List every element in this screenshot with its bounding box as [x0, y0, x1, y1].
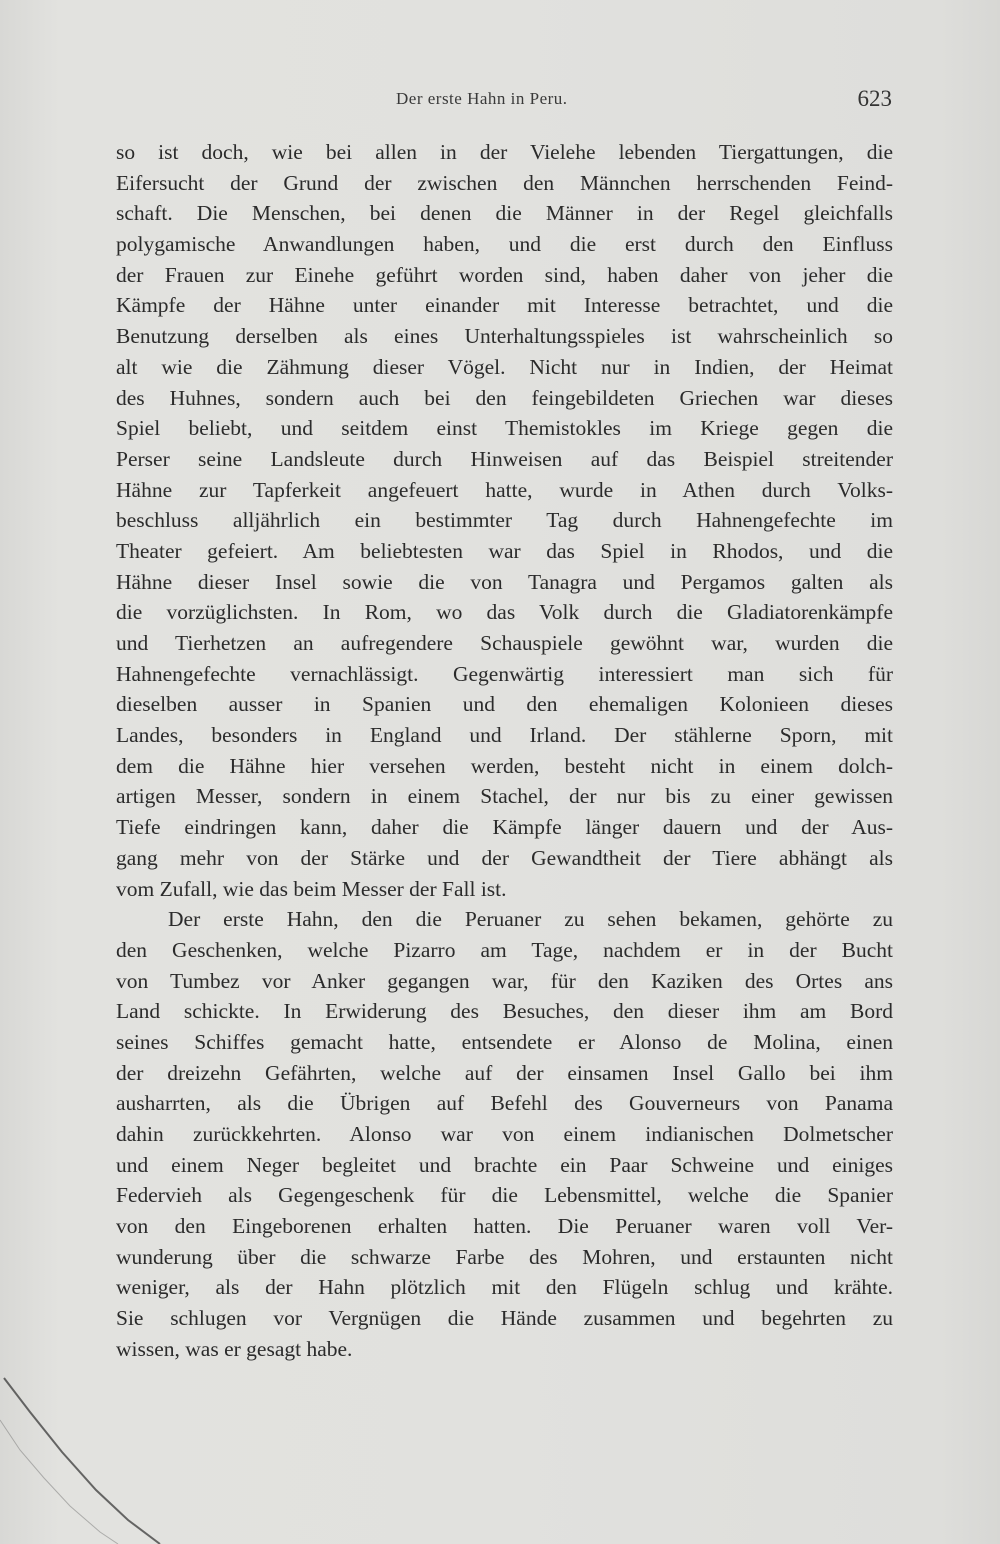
text-line: artigen Messer, sondern in einem Stachel, der nur bis zu einer gewissen — [116, 784, 893, 809]
text-line: seines Schiffes gemacht hatte, entsendete er Alonso de Molina, einen — [116, 1029, 893, 1054]
text-line: Federvieh als Gegengeschenk für die Lebensmittel, welche die Spanier — [116, 1183, 893, 1208]
text-line: Hähne dieser Insel sowie die von Tanagra und Pergamos galten als — [116, 569, 893, 594]
text-line: Perser seine Landsleute durch Hinweisen auf das Beispiel streitender — [116, 446, 893, 471]
text-line: der Frauen zur Einehe geführt worden sind, haben daher von jeher die — [116, 262, 893, 287]
text-line: ausharrten, als die Übrigen auf Befehl des Gouverneurs von Panama — [116, 1091, 893, 1116]
text-line: vom Zufall, wie das beim Messer der Fall ist. — [116, 876, 507, 901]
text-line: Sie schlugen vor Vergnügen die Hände zusammen und begehrten zu — [116, 1306, 893, 1331]
text-line: von den Eingeborenen erhalten hatten. Die Peruaner waren voll Ver- — [116, 1214, 893, 1239]
text-line: Tiefe eindringen kann, daher die Kämpfe länger dauern und der Aus- — [116, 815, 893, 840]
text-line: Landes, besonders in England und Irland. Der stählerne Sporn, mit — [116, 723, 893, 748]
text-line: beschluss alljährlich ein bestimmter Tag durch Hahnengefechte im — [116, 508, 893, 533]
text-line: Spiel beliebt, und seitdem einst Themistokles im Kriege gegen die — [116, 416, 893, 441]
text-line: polygamische Anwandlungen haben, und die erst durch den Einfluss — [116, 232, 893, 257]
paragraph — [116, 904, 893, 1364]
text-line: und Tierhetzen an aufregendere Schauspiele gewöhnt war, wurden die — [116, 631, 893, 655]
running-title: Der erste Hahn in Peru. — [396, 89, 568, 108]
text-line: der dreizehn Gefährten, welche auf der einsamen Insel Gallo bei ihm — [116, 1060, 893, 1085]
text-line: weniger, als der Hahn plötzlich mit den Flügeln schlug und krähte. — [116, 1275, 893, 1300]
body-text — [116, 137, 893, 1365]
text-line: dem die Hähne hier versehen werden, besteht nicht in einem dolch- — [116, 753, 893, 778]
text-line: so ist doch, wie bei allen in der Vielehe lebenden Tiergattungen, die — [116, 140, 893, 164]
paper-crease-mark — [0, 1360, 180, 1544]
text-line: dieselben ausser in Spanien und den ehemaligen Kolonieen dieses — [116, 692, 893, 717]
text-line: Hahnengefechte vernachlässigt. Gegenwärtig interessiert man sich für — [116, 661, 893, 686]
text-line: Der erste Hahn, den die Peruaner zu sehen bekamen, gehörte zu — [168, 907, 893, 932]
text-line: von Tumbez vor Anker gegangen war, für den Kaziken des Ortes ans — [116, 968, 893, 993]
text-line: dahin zurückkehrten. Alonso war von einem indianischen Dolmetscher — [116, 1122, 893, 1146]
running-header — [0, 86, 1000, 116]
text-line: Theater gefeiert. Am beliebtesten war das Spiel in Rhodos, und die — [116, 538, 893, 563]
text-line: den Geschenken, welche Pizarro am Tage, nachdem er in der Bucht — [116, 937, 893, 962]
page-number: 623 — [857, 86, 892, 111]
text-line: Kämpfe der Hähne unter einander mit Interesse betrachtet, und die — [116, 293, 893, 318]
text-line: wunderung über die schwarze Farbe des Mohren, und erstaunten nicht — [116, 1244, 893, 1269]
text-line: Land schickte. In Erwiderung des Besuches, den dieser ihm am Bord — [116, 999, 893, 1024]
text-line: und einem Neger begleitet und brachte ein Paar Schweine und einiges — [116, 1152, 893, 1177]
text-line: Benutzung derselben als eines Unterhaltungsspieles ist wahrscheinlich so — [116, 324, 893, 349]
text-line: Eifersucht der Grund der zwischen den Männchen herrschenden Feind- — [116, 170, 893, 195]
text-line: alt wie die Zähmung dieser Vögel. Nicht nur in Indien, der Heimat — [116, 354, 893, 379]
text-line: des Huhnes, sondern auch bei den feingebildeten Griechen war dieses — [116, 385, 893, 410]
text-line: gang mehr von der Stärke und der Gewandtheit der Tiere abhängt als — [116, 845, 893, 870]
text-line: die vorzüglichsten. In Rom, wo das Volk durch die Gladiatorenkämpfe — [116, 600, 893, 625]
paragraph-container — [116, 137, 893, 1365]
text-line: wissen, was er gesagt habe. — [116, 1336, 353, 1361]
paragraph — [116, 137, 893, 904]
text-line: schaft. Die Menschen, bei denen die Männer in der Regel gleichfalls — [116, 201, 893, 226]
text-line: Hähne zur Tapferkeit angefeuert hatte, wurde in Athen durch Volks- — [116, 477, 893, 502]
